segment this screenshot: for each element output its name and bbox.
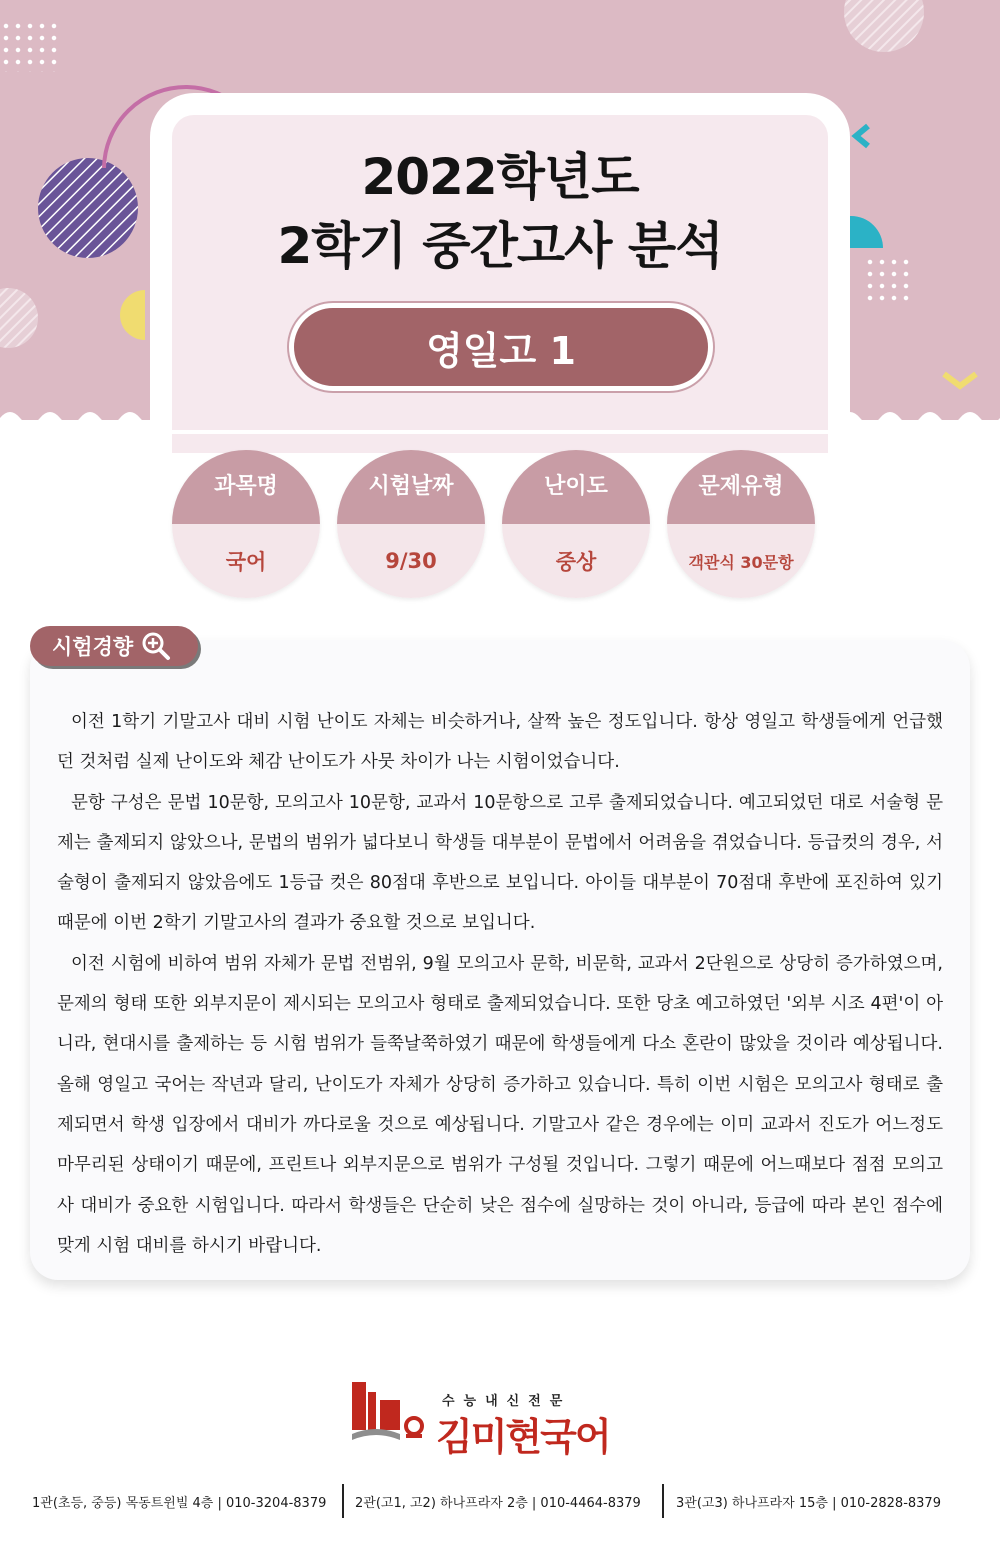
card-bottom-cover [172, 400, 828, 430]
info-subject-label: 과목명 [172, 450, 320, 524]
brand-tagline: 수능내신전문 [442, 1394, 572, 1409]
info-date-value: 9/30 [337, 524, 485, 598]
book-logo-icon [350, 1382, 428, 1452]
trend-tag [30, 626, 198, 666]
info-subject [172, 450, 320, 598]
footer-branch-2: 2관(고1, 고2) 하나프라자 2층 | 010-4464-8379 [355, 1495, 641, 1511]
trend-paragraph: 이전 1학기 기말고사 대비 시험 난이도 자체는 비슷하거나, 살짝 높은 정도입니다. 항상 영일고 학생들에게 언급했던 것처럼 실제 난이도와 체감 난이도가 사뭇 차이가 나는 시험이었습니다. [57, 712, 943, 773]
footer-branch-3: 3관(고3) 하나프라자 15층 | 010-2828-8379 [676, 1495, 941, 1511]
info-difficulty-value: 중상 [502, 524, 650, 598]
info-difficulty [502, 450, 650, 598]
brand-name: 김미현국어 [436, 1415, 610, 1459]
info-date [337, 450, 485, 598]
footer-branch-1: 1관(초등, 중등) 목동트윈빌 4층 | 010-3204-8379 [32, 1495, 327, 1511]
school-badge: 영일고 1 [289, 303, 713, 391]
page-title-exam: 2학기 중간고사 분석 [277, 217, 723, 275]
page-title-year: 2022학년도 [361, 148, 639, 206]
footer-divider [662, 1484, 664, 1518]
magnifier-plus-icon [141, 631, 171, 661]
brand-logo [350, 1380, 650, 1459]
trend-text [57, 702, 943, 1266]
info-question-type-value: 객관식 30문항 [667, 524, 815, 598]
info-date-label: 시험날짜 [337, 450, 485, 524]
trend-tag-label: 시험경향 [52, 635, 134, 659]
footer-divider [342, 1484, 344, 1518]
info-question-type [667, 450, 815, 598]
trend-paragraph: 이전 시험에 비하여 범위 자체가 문법 전범위, 9월 모의고사 문학, 비문학, 교과서 2단원으로 상당히 증가하였으며, 문제의 형태 또한 외부지문이 제시되는 모의고사 형태로 출제되었습니다. 또한 당초 예고하였던 '외부 시조 4편'이 아니라, 현대시를 출제하는 등 시험 범위가 들쭉날쭉하였기 때문에 학생들에게 다소 혼란이 많았을 것이라 예상됩니다. 올해 영일고 국어는 작년과 달리, 난이도가 자체가 상당히 증가하고 있습니다. 특히 이번 시험은 모의고사 형태로 출제되면서 학생 입장에서 대비가 까다로울 것으로 예상됩니다. 기말고사 같은 경우에는 이미 교과서 진도가 어느정도 마무리된 상태이기 때문에, 프린트나 외부지문으로 범위가 구성될 것입니다. 그렇기 때문에 어느때보다 점점 모의고사 대비가 중요한 시험입니다. 따라서 학생들은 단순히 낮은 점수에 실망하는 것이 아니라, 등급에 따라 본인 점수에 맞게 시험 대비를 하시기 바랍니다. [57, 953, 943, 1256]
info-question-type-label: 문제유형 [667, 450, 815, 524]
info-difficulty-label: 난이도 [502, 450, 650, 524]
info-subject-value: 국어 [172, 524, 320, 598]
trend-paragraph: 문항 구성은 문법 10문항, 모의고사 10문항, 교과서 10문항으로 고루 출제되었습니다. 예고되었던 대로 서술형 문제는 출제되지 않았으나, 문법의 범위가 넓다보니 학생들 대부분이 문법에서 어려움을 겪었습니다. 등급컷의 경우, 서술형이 출제되지 않았음에도 1등급 컷은 80점대 후반으로 보입니다. 아이들 대부분이 70점대 후반에 포진하여 있기 때문에 이번 2학기 기말고사의 결과가 중요할 것으로 보입니다. [57, 792, 943, 934]
